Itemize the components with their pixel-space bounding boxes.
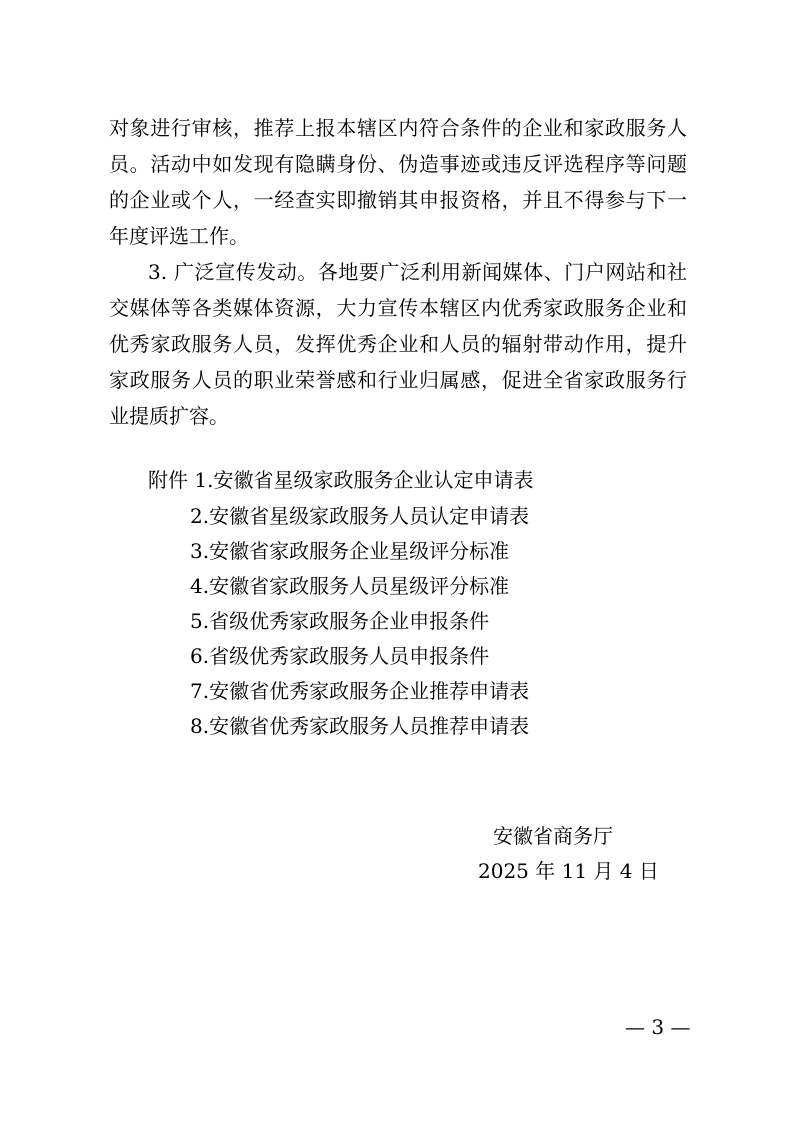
attachment-item: 2.安徽省星级家政服务人员认定申请表 (190, 504, 530, 528)
paragraph-line: 年度评选工作。 (109, 224, 249, 248)
paragraph-line: 业提质扩容。 (109, 404, 229, 428)
paragraph-line: 优秀家政服务人员，发挥优秀企业和人员的辐射带动作用，提升 (109, 332, 687, 356)
paragraph-line: 3. 广泛宣传发动。各地要广泛利用新闻媒体、门户网站和社 (148, 260, 687, 284)
attachment-item: 6.省级优秀家政服务人员申报条件 (190, 644, 490, 668)
attachment-item: 4.安徽省家政服务人员星级评分标准 (190, 574, 510, 598)
paragraph-line: 交媒体等各类媒体资源，大力宣传本辖区内优秀家政服务企业和 (109, 296, 687, 320)
attachment-title: 1.安徽省星级家政服务企业认定申请表 (194, 468, 534, 492)
attachment-item: 8.安徽省优秀家政服务人员推荐申请表 (190, 714, 530, 738)
issuing-organization: 安徽省商务厅 (493, 824, 613, 848)
paragraph-line: 员。活动中如发现有隐瞒身份、伪造事迹或违反评选程序等问题 (109, 152, 687, 176)
attachment-item: 5.省级优秀家政服务企业申报条件 (190, 609, 490, 633)
paragraph-line: 对象进行审核，推荐上报本辖区内符合条件的企业和家政服务人 (109, 116, 687, 140)
attachments-label: 附件 (148, 468, 188, 492)
attachment-item: 7.安徽省优秀家政服务企业推荐申请表 (190, 679, 530, 703)
paragraph-line: 家政服务人员的职业荣誉感和行业归属感，促进全省家政服务行 (109, 368, 687, 392)
issue-date: 2025 年 11 月 4 日 (478, 859, 659, 883)
page-number: — 3 — (625, 1015, 691, 1039)
attachment-item (148, 466, 533, 494)
attachment-item: 3.安徽省家政服务企业星级评分标准 (190, 539, 510, 563)
paragraph-line: 的企业或个人，一经查实即撤销其申报资格，并且不得参与下一 (109, 188, 687, 212)
